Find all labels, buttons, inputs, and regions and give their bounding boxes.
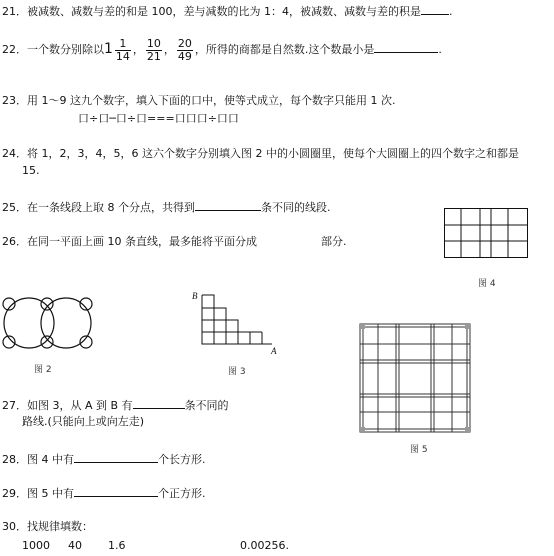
- q21-answer-blank[interactable]: [421, 4, 449, 15]
- q30-term-2: 40: [68, 539, 82, 552]
- q26-pre: 26．在同一平面上画 10 条直线，最多能将平面分成: [2, 235, 257, 248]
- q25-post: 条不同的线段.: [261, 201, 331, 214]
- q25-pre: 25．在一条线段上取 8 个分点，共得到: [2, 201, 195, 214]
- question-30: [2, 520, 93, 534]
- question-27: [2, 398, 229, 413]
- q22-fraction-3: [177, 38, 193, 63]
- figure-5-grid: [358, 322, 472, 434]
- q24-text: 24．将 1，2，3，4，5，6 这六个数字分别填入图 2 中的小圆圈里，使每个大圆圈上的四个数字之和都是: [2, 147, 519, 160]
- figure-2-circles: [0, 296, 100, 350]
- q27-pre: 27．如图 3，从 A 到 B 有: [2, 399, 133, 412]
- q29-post: 个正方形.: [158, 487, 206, 500]
- q29-answer-blank[interactable]: [74, 486, 158, 497]
- question-29: [2, 486, 206, 501]
- q26-post: 部分.: [321, 235, 347, 248]
- figure-4-grid: [444, 208, 528, 258]
- q28-pre: 28．图 4 中有: [2, 453, 74, 466]
- q22-f1-den: 14: [115, 49, 130, 63]
- q25-answer-blank[interactable]: [195, 200, 261, 211]
- q22-f2-num: 10: [146, 36, 161, 50]
- q23-equation: 口÷口─口÷口===口口口÷口口: [78, 112, 239, 125]
- q22-fraction-1: [115, 38, 131, 63]
- q22-fraction-2: [146, 38, 162, 63]
- question-26: [2, 235, 347, 249]
- question-24: [2, 147, 519, 161]
- figure-2-caption: 图 2: [34, 365, 52, 375]
- q22-sep2: ，: [163, 43, 175, 56]
- q22-end: .: [438, 43, 442, 56]
- q30-term-4: 0.00256.: [240, 539, 289, 552]
- q21-end: .: [448, 5, 453, 18]
- q24-continuation: 15.: [22, 164, 40, 177]
- q27-continuation: 路线.(只能向上或向左走): [22, 415, 145, 428]
- question-28: [2, 452, 206, 467]
- figure-3-caption: 图 3: [228, 367, 246, 377]
- question-22: [2, 36, 442, 63]
- q22-f3-num: 20: [177, 36, 192, 50]
- q22-answer-blank[interactable]: [374, 42, 438, 53]
- q30-sequence: [22, 539, 289, 553]
- q22-f1-num: 1: [115, 38, 131, 51]
- figure-5-caption: 图 5: [410, 445, 428, 455]
- q21-text: 21．被减数、减数与差的和是 100，差与减数的比为 1：4，被减数、减数与差的积是: [2, 5, 421, 18]
- q22-sep1: ，: [132, 43, 144, 56]
- q30-text: 30．找规律填数：: [2, 520, 93, 533]
- q22-post: ，所得的商都是自然数.这个数最小是: [194, 43, 375, 56]
- q30-term-3: 1.6: [108, 539, 126, 552]
- figure-3-label-b: B: [192, 291, 198, 301]
- q23-text: 23．用 1～9 这九个数字，填入下面的口中，使等式成立，每个数字只能用 1 次.: [2, 94, 396, 107]
- q30-term-1: 1000: [22, 539, 50, 552]
- q28-post: 个长方形.: [158, 453, 206, 466]
- figure-4-caption: 图 4: [478, 279, 496, 289]
- question-21: [2, 4, 452, 19]
- question-25: [2, 200, 331, 215]
- figure-3-staircase: [192, 290, 284, 356]
- q27-post: 条不同的: [184, 399, 229, 412]
- q22-whole: 1: [104, 41, 113, 57]
- figure-3-label-a: A: [271, 346, 277, 356]
- q28-answer-blank[interactable]: [74, 452, 158, 463]
- q27-answer-blank[interactable]: [133, 398, 185, 409]
- question-23: [2, 94, 395, 108]
- q22-f2-den: 21: [146, 49, 161, 63]
- q22-f3-den: 49: [177, 49, 192, 63]
- q29-pre: 29．图 5 中有: [2, 487, 74, 500]
- q22-pre: 22．一个数分别除以: [2, 43, 104, 56]
